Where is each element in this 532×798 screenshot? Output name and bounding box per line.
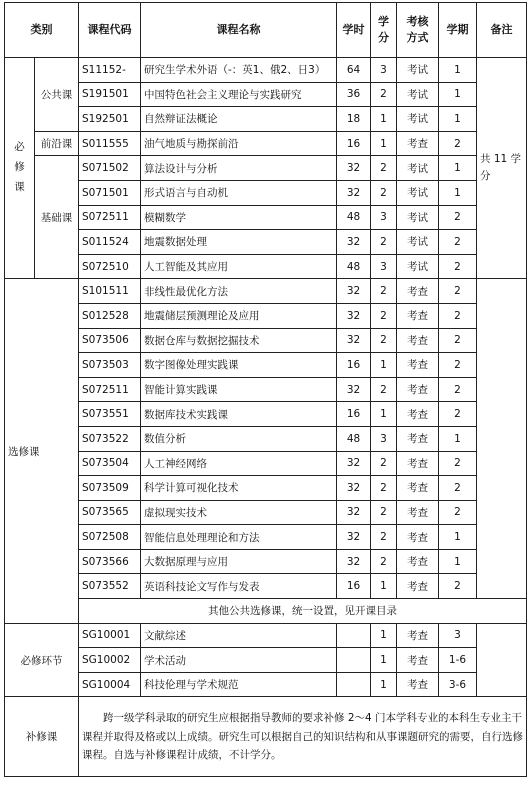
course-credit: 2	[371, 156, 397, 181]
course-exam: 考查	[397, 131, 439, 156]
table-row	[5, 156, 527, 181]
course-name: 人工神经网络	[141, 451, 337, 476]
course-term: 2	[439, 279, 477, 304]
course-credit: 2	[371, 328, 397, 353]
course-term: 2	[439, 303, 477, 328]
course-exam: 考查	[397, 525, 439, 550]
makeup-category: 补修课	[5, 697, 79, 777]
course-credit: 2	[371, 500, 397, 525]
course-code: S073504	[79, 451, 141, 476]
course-exam: 考查	[397, 426, 439, 451]
course-name: 自然辩证法概论	[141, 107, 337, 132]
course-term: 1	[439, 156, 477, 181]
table-row	[5, 599, 527, 624]
makeup-description: 跨一级学科录取的研究生应根据指导教师的要求补修 2～4 门本学科专业的本科生专业主干课程并取得及格或以上成绩。研究生可以根据自己的知识结构和从事课题研究的需要，自行选修课程。自选与补修课程计成绩，不计学分。	[79, 697, 527, 777]
table-row	[5, 353, 527, 378]
course-name: 科学计算可视化技术	[141, 476, 337, 501]
course-code: S011524	[79, 230, 141, 255]
table-row	[5, 377, 527, 402]
course-exam: 考查	[397, 402, 439, 427]
course-hours: 32	[337, 549, 371, 574]
course-credit: 2	[371, 476, 397, 501]
course-term: 2	[439, 353, 477, 378]
course-exam: 考查	[397, 377, 439, 402]
course-name: 数值分析	[141, 426, 337, 451]
course-exam: 考试	[397, 107, 439, 132]
course-term: 2	[439, 254, 477, 279]
subcategory-label: 前沿课	[35, 131, 79, 156]
course-code: S191501	[79, 82, 141, 107]
elective-footer: 其他公共选修课，统一设置，见开课目录	[79, 599, 527, 624]
course-exam: 考查	[397, 279, 439, 304]
course-credit: 1	[371, 402, 397, 427]
course-credit: 2	[371, 303, 397, 328]
course-exam: 考试	[397, 205, 439, 230]
course-credit: 3	[371, 205, 397, 230]
course-term: 1	[439, 525, 477, 550]
table-row	[5, 328, 527, 353]
course-term: 2	[439, 230, 477, 255]
table-row	[5, 648, 527, 673]
course-exam: 考查	[397, 476, 439, 501]
course-code: SG10001	[79, 623, 141, 648]
course-hours: 32	[337, 525, 371, 550]
course-exam: 考试	[397, 180, 439, 205]
subcategory-label: 基础课	[35, 156, 79, 279]
course-term: 2	[439, 328, 477, 353]
course-credit: 1	[371, 107, 397, 132]
course-credit: 1	[371, 623, 397, 648]
course-hours: 32	[337, 279, 371, 304]
course-code: S072511	[79, 205, 141, 230]
course-code: S073503	[79, 353, 141, 378]
course-term: 1	[439, 549, 477, 574]
course-credit: 2	[371, 279, 397, 304]
table-row	[5, 82, 527, 107]
table-row	[5, 107, 527, 132]
header-code: 课程代码	[79, 3, 141, 58]
table-row	[5, 131, 527, 156]
course-name: 英语科技论文写作与发表	[141, 574, 337, 599]
table-row	[5, 303, 527, 328]
header-row	[5, 3, 527, 58]
course-term: 2	[439, 377, 477, 402]
course-term: 2	[439, 402, 477, 427]
course-exam: 考试	[397, 230, 439, 255]
course-term: 3	[439, 623, 477, 648]
table-row	[5, 58, 527, 83]
course-name: 地震储层预测理论及应用	[141, 303, 337, 328]
course-hours: 48	[337, 254, 371, 279]
course-name: 科技伦理与学术规范	[141, 672, 337, 697]
table-row	[5, 402, 527, 427]
course-exam: 考查	[397, 648, 439, 673]
course-exam: 考查	[397, 500, 439, 525]
course-hours: 48	[337, 426, 371, 451]
course-name: 大数据原理与应用	[141, 549, 337, 574]
course-code: SG10004	[79, 672, 141, 697]
course-hours: 32	[337, 303, 371, 328]
course-hours: 32	[337, 500, 371, 525]
table-body	[5, 58, 527, 777]
course-code: S073509	[79, 476, 141, 501]
course-term: 1	[439, 107, 477, 132]
course-credit: 2	[371, 549, 397, 574]
course-code: S192501	[79, 107, 141, 132]
course-name: 油气地质与勘探前沿	[141, 131, 337, 156]
course-code: S072511	[79, 377, 141, 402]
course-exam: 考查	[397, 574, 439, 599]
course-hours: 32	[337, 476, 371, 501]
course-exam: 考查	[397, 623, 439, 648]
course-exam: 考查	[397, 328, 439, 353]
course-term: 2	[439, 500, 477, 525]
course-code: S101511	[79, 279, 141, 304]
course-hours: 64	[337, 58, 371, 83]
course-name: 智能信息处理理论和方法	[141, 525, 337, 550]
course-code: S11152-	[79, 58, 141, 83]
course-hours	[337, 672, 371, 697]
course-code: S073566	[79, 549, 141, 574]
header-hours: 学时	[337, 3, 371, 58]
course-code: S073565	[79, 500, 141, 525]
course-exam: 考查	[397, 549, 439, 574]
table-row	[5, 254, 527, 279]
table-row	[5, 500, 527, 525]
course-name: 数字图像处理实践课	[141, 353, 337, 378]
course-name: 智能计算实践课	[141, 377, 337, 402]
table-row	[5, 525, 527, 550]
table-row	[5, 549, 527, 574]
course-term: 2	[439, 131, 477, 156]
course-term: 2	[439, 574, 477, 599]
course-hours: 32	[337, 377, 371, 402]
required-links-category: 必修环节	[5, 623, 79, 697]
course-code: S073522	[79, 426, 141, 451]
course-term: 2	[439, 476, 477, 501]
course-term: 1	[439, 426, 477, 451]
course-code: S073506	[79, 328, 141, 353]
course-credit: 2	[371, 451, 397, 476]
course-name: 形式语言与自动机	[141, 180, 337, 205]
course-credit: 3	[371, 254, 397, 279]
course-hours: 32	[337, 180, 371, 205]
table-row	[5, 623, 527, 648]
table-row	[5, 574, 527, 599]
course-name: 研究生学术外语（-：英1、俄2、日3）	[141, 58, 337, 83]
course-exam: 考查	[397, 353, 439, 378]
course-credit: 3	[371, 426, 397, 451]
course-name: 非线性最优化方法	[141, 279, 337, 304]
subcategory-label: 公共课	[35, 58, 79, 132]
course-code: S012528	[79, 303, 141, 328]
course-term: 2	[439, 205, 477, 230]
course-hours: 16	[337, 131, 371, 156]
course-credit: 3	[371, 58, 397, 83]
elective-category: 选修课	[5, 279, 79, 623]
course-hours: 16	[337, 353, 371, 378]
course-code: SG10002	[79, 648, 141, 673]
course-credit: 2	[371, 377, 397, 402]
course-code: S011555	[79, 131, 141, 156]
course-credit: 2	[371, 180, 397, 205]
course-name: 算法设计与分析	[141, 156, 337, 181]
header-note: 备注	[477, 3, 527, 58]
header-name: 课程名称	[141, 3, 337, 58]
course-hours: 18	[337, 107, 371, 132]
table-row	[5, 426, 527, 451]
course-name: 数据仓库与数据挖掘技术	[141, 328, 337, 353]
course-exam: 考试	[397, 254, 439, 279]
course-name: 学术活动	[141, 648, 337, 673]
course-code: S073552	[79, 574, 141, 599]
course-hours	[337, 648, 371, 673]
course-name: 地震数据处理	[141, 230, 337, 255]
elective-note	[477, 279, 527, 599]
course-credit: 1	[371, 574, 397, 599]
credit-note: 共 11 学分	[477, 58, 527, 279]
table-row	[5, 672, 527, 697]
course-exam: 考查	[397, 451, 439, 476]
course-name: 模糊数学	[141, 205, 337, 230]
course-name: 人工智能及其应用	[141, 254, 337, 279]
header-credit: 学 分	[371, 3, 397, 58]
table-row	[5, 180, 527, 205]
course-term: 1	[439, 58, 477, 83]
course-hours: 32	[337, 451, 371, 476]
table-row	[5, 205, 527, 230]
course-credit: 1	[371, 353, 397, 378]
course-exam: 考查	[397, 672, 439, 697]
course-exam: 考试	[397, 156, 439, 181]
course-credit: 2	[371, 82, 397, 107]
course-hours: 48	[337, 205, 371, 230]
course-hours: 16	[337, 574, 371, 599]
course-term: 1	[439, 82, 477, 107]
course-hours: 36	[337, 82, 371, 107]
course-exam: 考查	[397, 303, 439, 328]
course-code: S073551	[79, 402, 141, 427]
header-exam: 考核 方式	[397, 3, 439, 58]
course-credit: 1	[371, 648, 397, 673]
course-hours: 32	[337, 156, 371, 181]
course-code: S071501	[79, 180, 141, 205]
course-term: 1	[439, 180, 477, 205]
course-name: 文献综述	[141, 623, 337, 648]
course-name: 数据库技术实践课	[141, 402, 337, 427]
table-row	[5, 230, 527, 255]
course-hours: 32	[337, 230, 371, 255]
course-term: 1-6	[439, 648, 477, 673]
header-term: 学期	[439, 3, 477, 58]
course-credit: 2	[371, 525, 397, 550]
course-hours	[337, 623, 371, 648]
course-name: 中国特色社会主义理论与实践研究	[141, 82, 337, 107]
course-hours: 32	[337, 328, 371, 353]
course-code: S071502	[79, 156, 141, 181]
course-code: S072510	[79, 254, 141, 279]
course-hours: 16	[337, 402, 371, 427]
course-exam: 考试	[397, 58, 439, 83]
course-credit: 2	[371, 230, 397, 255]
course-term: 2	[439, 451, 477, 476]
course-credit: 1	[371, 131, 397, 156]
table-row	[5, 451, 527, 476]
course-credit: 1	[371, 672, 397, 697]
course-term: 3-6	[439, 672, 477, 697]
course-exam: 考试	[397, 82, 439, 107]
table-row	[5, 697, 527, 777]
required-links-note	[477, 623, 527, 697]
header-category: 类别	[5, 3, 79, 58]
curriculum-table	[4, 2, 527, 777]
course-name: 虚拟现实技术	[141, 500, 337, 525]
table-row	[5, 476, 527, 501]
course-code: S072508	[79, 525, 141, 550]
required-category: 必 修 课	[5, 58, 35, 279]
table-row	[5, 279, 527, 304]
